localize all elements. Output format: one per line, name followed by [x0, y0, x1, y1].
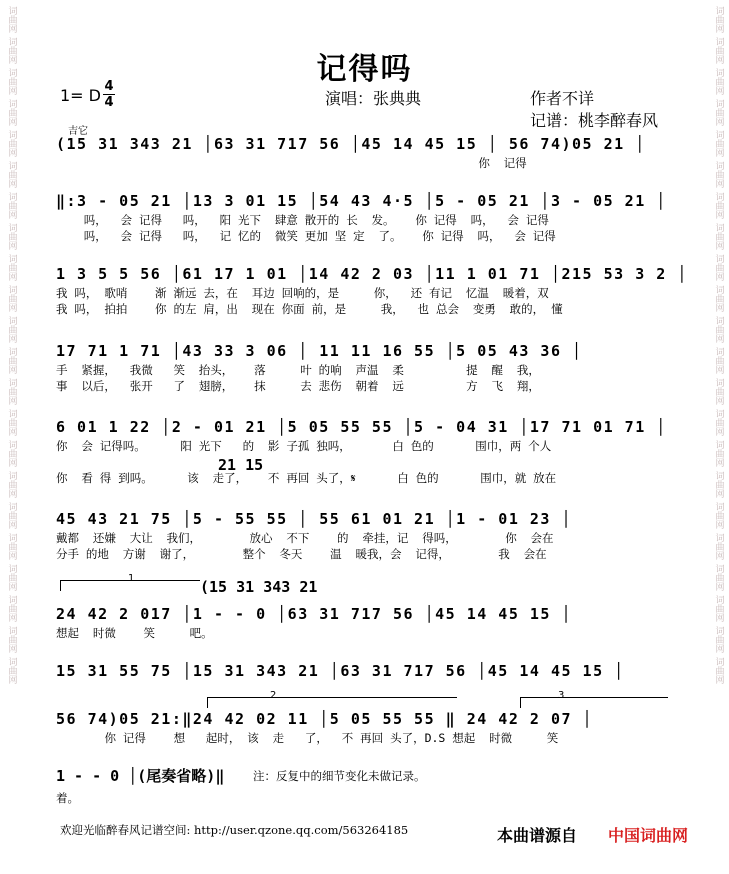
lyric-line: 想起 时微 笑 吧。 [56, 626, 213, 640]
watermark-right: 词曲网 词曲网 词曲网 词曲网 词曲网 词曲网 词曲网 词曲网 词曲网 词曲网 词曲网 词曲网 词曲网 词曲网 词曲网 词曲网 词曲网 词曲网 词曲网 词曲网 词曲网 词曲网 [713, 6, 724, 684]
notes-line: 6 01 1 22 │2 - 01 21 │5 05 55 55 │5 - 04 31 │17 71 01 71 │ [56, 418, 667, 436]
score-row-4 [56, 340, 674, 394]
source-label: 本曲谱源自 [497, 826, 578, 845]
lyric-line: 我 吗， 歌哨 渐 渐远 去，在 耳边 回响的，是 你， 还 有记 忆温 暖着，双 [56, 286, 549, 300]
lyric-line: 你 记得 想 起时， 该 走 了， 不 再回 头了，D.S 想起 时微 笑 [56, 731, 559, 745]
notes-line: 24 42 2 017 │1 - - 0 │63 31 717 56 │45 14 45 15 │ [56, 605, 573, 623]
volta-label-2: 2 [270, 690, 277, 701]
lyric-line: 吗， 会 记得 吗， 记 忆的 微笑 更加 坚 定 了。 你 记得 吗， 会 记得 [56, 229, 556, 243]
singer: 演唱：张典典 [325, 89, 422, 108]
footer-link-text: 欢迎光临醉春风记谱空间: http://user.qzone.qq.com/563264185 [60, 823, 409, 837]
score-row-8 [56, 660, 674, 682]
notes-line: 17 71 1 71 │43 33 3 06 │ 11 11 16 55 │5 05 43 36 │ [56, 342, 583, 360]
score-row-1 [56, 133, 674, 171]
footnote: 注：反复中的细节变化未做记录。 [253, 769, 426, 783]
interlude-notes: (15 31 343 21 [200, 578, 318, 596]
score-row-7 [56, 603, 674, 641]
key-signature: 1= D [60, 86, 101, 105]
volta-label-1: 1 [128, 573, 135, 584]
lyric-line: 我 吗， 拍拍 你 的左 肩，出 现在 你面 前，是 我， 也 总会 变勇 敢的， 懂 [56, 302, 563, 316]
author: 作者不详 [530, 89, 595, 108]
watermark-left: 词曲网 词曲网 词曲网 词曲网 词曲网 词曲网 词曲网 词曲网 词曲网 词曲网 词曲网 词曲网 词曲网 词曲网 词曲网 词曲网 词曲网 词曲网 词曲网 词曲网 词曲网 词曲网 [6, 6, 17, 684]
ending-lyric: 着。 [56, 791, 79, 805]
lyric-line: 戴都 还嫌 大让 我们， 放心 不下 的 牵挂，记 得吗， 你 会在 [56, 531, 554, 545]
notes-line: (15 31 343 21 │63 31 717 56 │45 14 45 15 │ 56 74)05 21 │ [56, 135, 646, 153]
time-signature: 4 4 [104, 79, 114, 110]
scribe: 记谱：桃李醉春风 [530, 111, 659, 130]
score-row-3 [56, 263, 688, 317]
lyric-line: 你 会 记得吗。 阳 光下 的 影 子孤 独吗， 白 色的 围巾，两 个人 [56, 439, 552, 453]
lyric-line: 手 紧握， 我微 笑 抬头， 落 叶 的响 声温 柔 提 醒 我， [56, 363, 540, 377]
notes-line: 45 43 21 75 │5 - 55 55 │ 55 61 01 21 │1 - 01 23 │ [56, 510, 573, 528]
notes-line: 15 31 55 75 │15 31 343 21 │63 31 717 56 │45 14 45 15 │ [56, 662, 625, 680]
lyric-line: 你 记得 [56, 156, 527, 170]
score-row-2 [56, 190, 674, 244]
lyric-line [56, 454, 674, 470]
notes-line: 56 74)05 21:‖24 42 02 11 │5 05 55 55 ‖ 24 42 2 07 │ [56, 710, 594, 728]
volta-bracket-2 [207, 697, 457, 698]
lyric-line: 分手 的地 方谢 谢了， 整个 冬天 温 暖我，会 记得， 我 会在 [56, 547, 547, 561]
source-site[interactable]: 中国词曲网 [608, 826, 689, 845]
score-row-6 [56, 508, 674, 562]
volta-bracket-3 [520, 697, 668, 698]
lyric-line: 事 以后， 张开 了 翅膀， 抹 去 悲伤 朝着 远 方 飞 翔， [56, 379, 540, 393]
song-title: 记得吗 [316, 52, 413, 87]
lyric-line: 你 看 得 到吗。 该 走了， 不 再回 头了，𝄋 白 色的 围巾，就 放在 [56, 471, 557, 485]
notes-line: 1 3 5 5 56 │61 17 1 01 │14 42 2 03 │11 1 01 71 │215 53 3 2 │ [56, 265, 688, 283]
alt-notes: 21 15 [218, 456, 264, 474]
notes-line: ‖:3 - 05 21 │13 3 01 15 │54 43 4·5 │5 - 05 21 │3 - 05 21 │ [56, 192, 667, 210]
score-row-9 [56, 708, 674, 746]
score-row-5 [56, 416, 674, 486]
ending-notes: 1 - - 0 │(尾奏省略)‖ [56, 767, 225, 785]
lyric-line: 吗， 会 记得 吗， 阳 光下 肆意 散开的 长 发。 你 记得 吗， 会 记得 [56, 213, 549, 227]
intro-label: 吉它 [68, 126, 88, 137]
volta-label-3: 3 [558, 690, 565, 701]
